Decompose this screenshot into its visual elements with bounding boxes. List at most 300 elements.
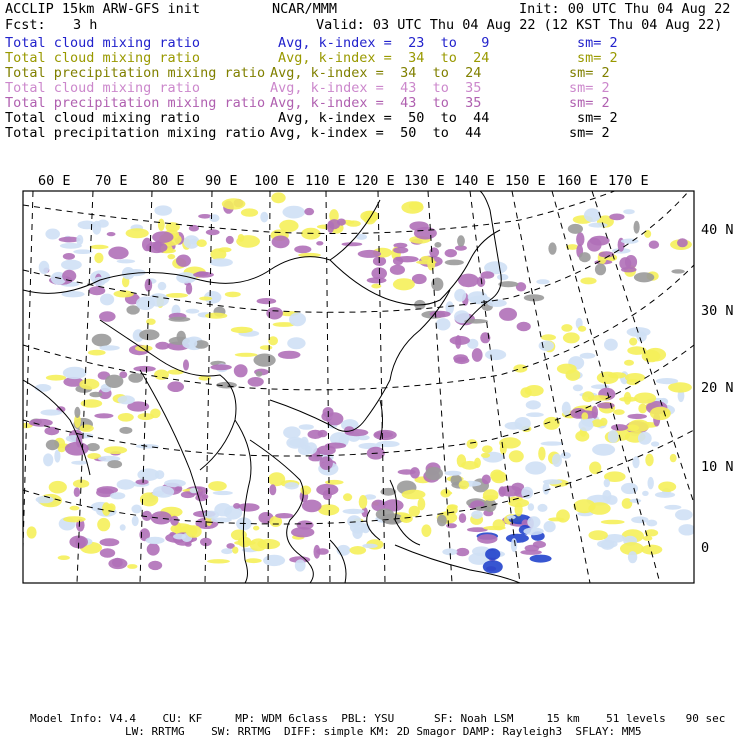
field-blob	[154, 205, 172, 215]
field-blob	[208, 481, 227, 491]
field-blob	[105, 505, 113, 511]
field-blob	[580, 277, 596, 284]
field-name: Total cloud mixing ratio	[5, 110, 201, 126]
field-blob	[97, 220, 109, 228]
field-blob	[562, 402, 571, 416]
field-blob	[88, 350, 106, 356]
field-blob	[526, 412, 544, 417]
field-blob	[118, 413, 134, 422]
field-blob	[625, 373, 645, 382]
field-blob	[58, 555, 70, 560]
field-blob	[78, 221, 97, 230]
field-blob	[421, 524, 431, 537]
init-time: Init: 00 UTC Thu 04 Aug 22	[519, 1, 731, 17]
field-blob	[493, 519, 506, 530]
field-blob	[346, 220, 361, 226]
organization: NCAR/MMM	[272, 1, 338, 17]
field-blob	[316, 548, 329, 555]
field-blob	[186, 283, 192, 295]
lon-label: 110 E	[305, 173, 346, 189]
field-blob	[588, 223, 607, 228]
field-blob	[578, 326, 586, 332]
field-blob	[515, 502, 523, 516]
field-blob	[601, 540, 615, 550]
field-blob	[597, 372, 619, 384]
field-blob	[670, 454, 677, 462]
field-blob	[214, 503, 232, 516]
field-blob	[482, 445, 493, 453]
field-blob	[579, 252, 591, 262]
field-blob	[477, 277, 486, 288]
field-blob	[35, 384, 52, 392]
field-blob	[186, 525, 202, 538]
field-blob	[49, 481, 67, 494]
field-blob	[678, 524, 695, 535]
field-blob	[409, 201, 423, 210]
field-name: Total precipitation mixing ratio	[5, 65, 266, 81]
field-blob	[117, 479, 135, 489]
legend-avg: Avg, k-index = 50 to 44	[278, 110, 490, 126]
field-blob	[474, 458, 481, 468]
field-blob	[456, 548, 469, 556]
field-blob	[234, 364, 248, 377]
field-blob	[634, 272, 654, 282]
legend-smoothing: sm= 2	[569, 65, 610, 81]
field-blob	[317, 445, 336, 455]
field-blob	[437, 515, 447, 527]
field-blob	[300, 486, 311, 495]
field-blob	[108, 558, 127, 569]
field-blob	[517, 322, 531, 332]
field-blob	[457, 235, 465, 246]
field-blob	[511, 538, 517, 552]
field-blob	[538, 504, 548, 512]
field-blob	[483, 560, 503, 573]
field-blob	[209, 214, 219, 222]
field-blob	[638, 404, 647, 414]
field-blob	[507, 515, 516, 519]
field-blob	[108, 247, 128, 260]
field-blob	[299, 424, 314, 430]
field-blob	[127, 564, 137, 569]
field-blob	[634, 393, 656, 404]
field-blob	[459, 513, 466, 523]
field-blob	[90, 245, 109, 249]
field-blob	[175, 486, 182, 491]
field-blob	[632, 456, 639, 468]
field-blob	[305, 442, 317, 454]
field-blob	[631, 516, 648, 523]
field-blob	[210, 258, 233, 266]
field-blob	[445, 471, 462, 476]
lon-label: 140 E	[454, 173, 495, 189]
field-blob	[595, 264, 606, 276]
field-blob	[283, 426, 301, 438]
field-blob	[199, 297, 212, 301]
field-blob	[92, 334, 112, 347]
field-blob	[664, 505, 681, 510]
field-blob	[260, 212, 268, 223]
field-blob	[94, 253, 103, 264]
field-blob	[71, 461, 88, 465]
field-blob	[604, 339, 618, 351]
field-blob	[328, 219, 340, 229]
field-blob	[588, 502, 610, 515]
field-blob	[539, 341, 554, 351]
field-blob	[46, 375, 66, 381]
field-blob	[601, 520, 625, 525]
field-blob	[645, 454, 653, 467]
field-blob	[316, 484, 338, 496]
lat-label: 20 N	[701, 380, 734, 396]
field-blob	[79, 425, 93, 432]
field-blob	[152, 491, 164, 496]
field-blob	[658, 482, 676, 493]
field-blob	[158, 282, 167, 290]
field-blob	[213, 491, 233, 495]
field-blob	[543, 479, 562, 484]
lon-label: 70 E	[95, 173, 128, 189]
field-blob	[45, 229, 60, 240]
field-blob	[40, 409, 62, 415]
field-blob	[421, 256, 432, 261]
field-blob	[648, 477, 654, 489]
field-blob	[176, 255, 191, 267]
field-blob	[235, 353, 258, 357]
field-blob	[638, 432, 652, 445]
field-blob	[613, 409, 624, 415]
field-name: Total precipitation mixing ratio	[5, 125, 266, 141]
field-blob	[544, 521, 556, 532]
field-blob	[100, 294, 114, 306]
legend-smoothing: sm= 2	[577, 110, 618, 126]
latitude-labels	[701, 222, 734, 556]
field-blob	[205, 313, 227, 319]
field-blob	[133, 366, 155, 372]
field-blob	[128, 373, 143, 383]
field-blob	[485, 349, 506, 360]
field-blob	[148, 293, 169, 306]
field-blob	[238, 537, 252, 548]
field-blob	[530, 555, 552, 563]
field-blob	[390, 265, 405, 275]
lon-label: 150 E	[505, 173, 546, 189]
field-blob	[253, 526, 259, 531]
field-blob	[671, 269, 684, 273]
model-info-line-1: Model Info: V4.4 CU: KF MP: WDM 6class PBL: YSU SF: Noah LSM 15 km 51 levels 90 sec	[30, 712, 726, 725]
field-blob	[74, 487, 80, 497]
field-blob	[628, 551, 637, 563]
field-blob	[472, 348, 483, 362]
field-blob	[222, 198, 246, 209]
legend-avg: Avg, k-index = 34 to 24	[278, 50, 490, 66]
field-blob	[373, 430, 396, 440]
field-blob	[573, 385, 583, 392]
field-blob	[343, 509, 365, 514]
field-blob	[619, 397, 638, 402]
field-blob	[44, 427, 59, 435]
legend-smoothing: sm= 2	[577, 35, 618, 51]
field-blob	[279, 220, 298, 232]
field-blob	[275, 513, 293, 518]
field-blob	[548, 242, 556, 254]
lon-label: 160 E	[557, 173, 598, 189]
field-blob	[527, 516, 540, 528]
field-blob	[241, 208, 258, 216]
field-blob	[46, 440, 59, 451]
legend-smoothing: sm= 2	[577, 50, 618, 66]
field-blob	[238, 234, 245, 242]
forecast-label: Fcst:	[5, 17, 46, 33]
field-blob	[289, 313, 306, 327]
field-blob	[609, 214, 624, 221]
field-blob	[497, 274, 508, 280]
field-blob	[520, 550, 542, 555]
field-blob	[63, 516, 86, 522]
field-blob	[425, 467, 443, 480]
field-blob	[146, 242, 168, 253]
field-blob	[350, 546, 367, 555]
field-blob	[525, 461, 546, 474]
field-blob	[592, 444, 615, 456]
field-blob	[649, 241, 659, 249]
field-blob	[166, 293, 188, 298]
field-blob	[541, 441, 564, 445]
field-blob	[414, 227, 437, 240]
field-blob	[485, 548, 500, 560]
field-blob	[43, 453, 53, 466]
field-blob	[182, 338, 197, 349]
field-blob	[74, 407, 80, 418]
lat-label: 40 N	[701, 222, 734, 238]
field-blob	[636, 331, 646, 341]
field-blob	[656, 378, 678, 384]
field-blob	[325, 480, 344, 485]
field-blob	[295, 559, 306, 571]
field-name: Total cloud mixing ratio	[5, 80, 201, 96]
field-blob	[409, 506, 420, 517]
field-blob	[61, 260, 82, 270]
lon-label: 60 E	[38, 173, 71, 189]
field-blob	[561, 324, 572, 332]
field-blob	[623, 209, 635, 214]
field-blob	[29, 419, 53, 427]
field-blob	[70, 506, 80, 511]
lon-label: 170 E	[608, 173, 649, 189]
longitude-labels	[38, 173, 649, 189]
field-blob	[118, 395, 135, 404]
field-blob	[552, 454, 562, 467]
field-blob	[629, 338, 637, 346]
field-blob	[604, 479, 610, 488]
model-title: ACCLIP 15km ARW-GFS init	[5, 1, 201, 17]
field-blob	[345, 429, 369, 436]
field-blob	[536, 279, 549, 284]
field-blob	[287, 337, 305, 349]
field-blob	[167, 381, 184, 392]
field-blob	[393, 247, 408, 253]
field-blob	[297, 520, 314, 529]
field-blob	[528, 503, 534, 511]
field-blob	[627, 414, 647, 419]
field-blob	[445, 260, 464, 266]
field-blob	[27, 526, 37, 538]
field-blob	[294, 246, 311, 254]
field-blob	[543, 482, 550, 494]
field-blob	[576, 232, 584, 246]
field-blob	[362, 544, 377, 549]
field-blob	[105, 375, 123, 388]
field-blob	[164, 479, 186, 487]
field-blob	[145, 279, 153, 292]
field-blob	[233, 503, 240, 509]
field-blob	[621, 239, 639, 244]
legend-smoothing: sm= 2	[569, 80, 610, 96]
field-blob	[316, 241, 323, 245]
field-blob	[231, 327, 253, 333]
field-blob	[677, 238, 688, 247]
field-blob	[139, 329, 159, 340]
field-blob	[556, 509, 570, 522]
field-blob	[155, 342, 169, 350]
field-blob	[525, 385, 544, 396]
field-blob	[655, 492, 675, 498]
field-blob	[260, 345, 272, 350]
field-blob	[225, 292, 241, 298]
field-blob	[675, 509, 693, 520]
lon-label: 130 E	[404, 173, 445, 189]
field-blob	[436, 318, 451, 330]
field-blob	[272, 236, 290, 249]
field-blob	[481, 453, 490, 458]
field-blob	[148, 561, 162, 570]
field-blob	[226, 236, 234, 244]
field-blob	[499, 486, 522, 497]
field-blob	[445, 249, 457, 257]
field-blob	[467, 439, 478, 449]
field-blob	[36, 496, 54, 503]
field-blob	[538, 447, 545, 461]
field-blob	[169, 317, 191, 322]
field-blob	[580, 353, 596, 359]
field-name: Total precipitation mixing ratio	[5, 95, 266, 111]
field-blob	[145, 537, 164, 544]
field-blob	[434, 242, 441, 248]
field-blob	[651, 441, 659, 446]
field-blob	[183, 359, 189, 370]
field-blob	[459, 480, 470, 489]
lon-label: 90 E	[205, 173, 238, 189]
field-blob	[186, 309, 200, 314]
field-blob	[599, 251, 614, 257]
field-blob	[513, 364, 527, 372]
field-blob	[76, 235, 83, 245]
field-blob	[257, 539, 280, 549]
field-blob	[107, 232, 116, 236]
field-blob	[63, 253, 75, 260]
field-blob	[523, 527, 543, 535]
legend-avg: Avg, k-index = 50 to 44	[270, 125, 482, 141]
field-blob	[642, 491, 649, 496]
field-blob	[207, 559, 230, 563]
field-blob	[477, 534, 497, 544]
field-blob	[167, 254, 175, 259]
field-blob	[450, 336, 470, 345]
legend-avg: Avg, k-index = 34 to 24	[270, 65, 482, 81]
field-blob	[155, 470, 164, 479]
field-blob	[158, 219, 165, 231]
field-blob	[471, 511, 483, 519]
field-blob	[93, 277, 106, 286]
field-blob	[526, 400, 541, 409]
field-blob	[104, 446, 127, 454]
field-blob	[232, 547, 238, 554]
legend-avg: Avg, k-index = 43 to 35	[270, 80, 482, 96]
model-info-line-2: LW: RRTMG SW: RRTMG DIFF: simple KM: 2D Smagor DAMP: Rayleigh3 SFLAY: MM5	[125, 725, 642, 738]
field-blob	[100, 548, 115, 557]
lat-label: 0	[701, 540, 710, 556]
field-blob	[376, 509, 394, 521]
field-blob	[398, 469, 416, 474]
field-blob	[320, 456, 333, 470]
legend-smoothing: sm= 2	[569, 95, 610, 111]
field-blob	[131, 505, 141, 514]
field-blob	[245, 558, 261, 563]
field-blob	[210, 364, 231, 370]
field-blob	[359, 495, 368, 509]
field-blob	[454, 357, 469, 364]
field-blob	[482, 475, 491, 485]
field-blob	[619, 257, 631, 270]
legend-avg: Avg, k-index = 23 to 9	[278, 35, 490, 51]
legend-smoothing: sm= 2	[569, 125, 610, 141]
field-blob	[152, 231, 173, 243]
lon-label: 100 E	[254, 173, 295, 189]
field-blob	[483, 489, 499, 501]
field-blob	[634, 221, 640, 234]
field-blob	[343, 493, 352, 501]
field-blob	[206, 229, 220, 235]
field-blob	[221, 548, 233, 554]
field-blob	[256, 371, 263, 377]
field-blob	[110, 492, 125, 499]
field-blob	[278, 351, 301, 359]
field-blob	[393, 278, 415, 290]
field-blob	[89, 392, 102, 398]
field-blob	[342, 242, 363, 246]
field-blob	[257, 298, 277, 304]
field-blob	[506, 534, 529, 543]
field-blob	[584, 208, 601, 222]
field-blob	[73, 249, 92, 254]
forecast-hours: 3 h	[73, 17, 98, 33]
field-blob	[302, 500, 322, 513]
field-blob	[132, 516, 139, 526]
field-blob	[99, 345, 119, 350]
field-blob	[509, 450, 524, 462]
field-blob	[581, 412, 588, 420]
field-blob	[575, 431, 589, 442]
field-blob	[97, 518, 110, 531]
field-blob	[120, 524, 126, 530]
field-blob	[393, 257, 403, 265]
field-blob	[263, 555, 285, 566]
field-blob	[138, 413, 154, 420]
field-blob	[499, 308, 517, 321]
field-blob	[589, 530, 608, 540]
field-blob	[358, 250, 381, 258]
field-blob	[135, 345, 153, 351]
